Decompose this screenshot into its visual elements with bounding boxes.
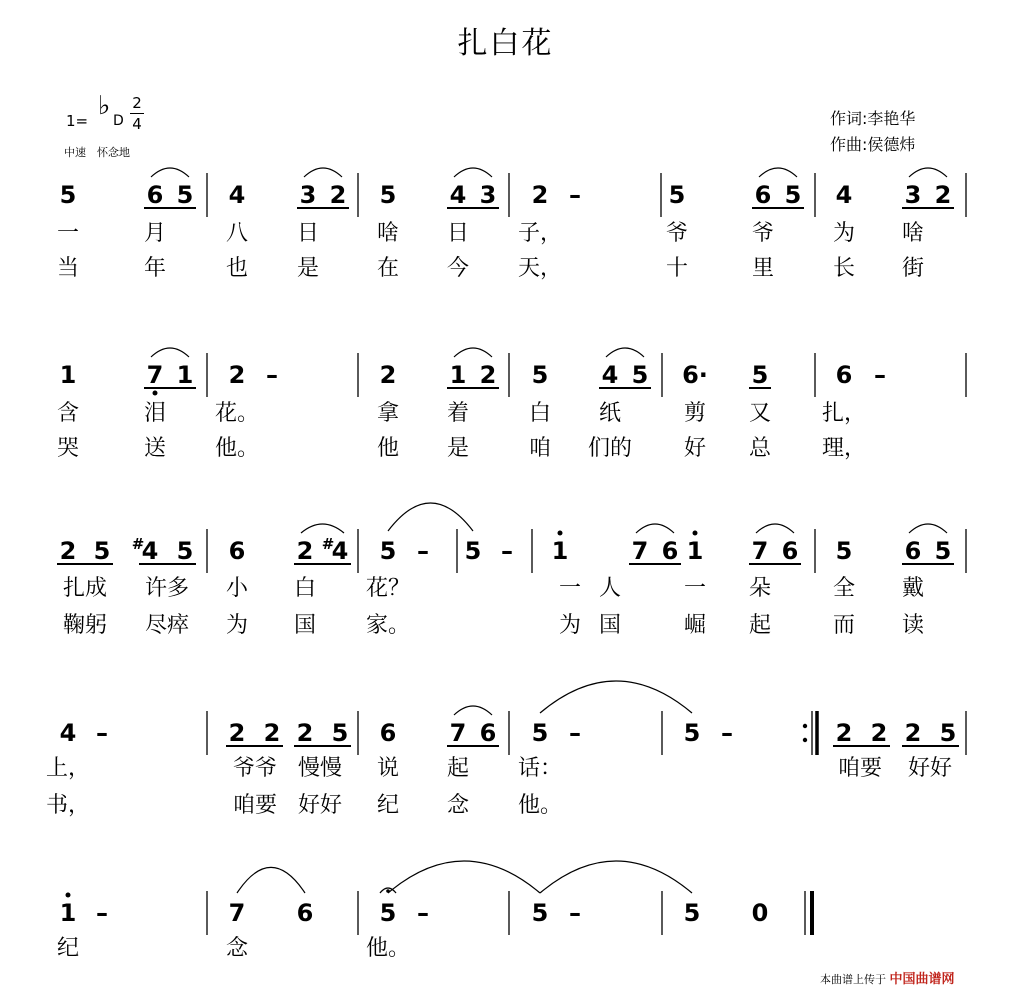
note: 5 — [835, 537, 853, 565]
note: 2 — [228, 719, 246, 747]
slur-arc — [636, 524, 674, 533]
lyric-verse-2: 也 — [225, 256, 249, 281]
lyric-verse-2: 他。 — [214, 436, 260, 461]
lyric-verse-1: 剪 — [683, 401, 707, 426]
note: 6 — [835, 361, 853, 389]
dash-extender: – — [266, 361, 278, 389]
repeat-dot — [803, 724, 807, 728]
lyric-verse-1: 扎， — [821, 401, 867, 426]
lyric-verse-1: 起 — [446, 756, 470, 781]
note: 2 — [329, 181, 347, 209]
note: 1 — [59, 361, 77, 389]
note: 5 — [531, 899, 549, 927]
slur-arc — [454, 168, 492, 177]
note: 6 — [228, 537, 246, 565]
note: 2 — [835, 719, 853, 747]
lyric-verse-2: 年 — [143, 256, 167, 281]
lyric-verse-1: 咱要 — [837, 756, 883, 781]
note: 3 — [904, 181, 922, 209]
note-high-1: 1 — [59, 899, 77, 927]
tie-arc — [388, 861, 540, 893]
note: 2 — [904, 719, 922, 747]
note: 7 — [449, 719, 467, 747]
note: 4 — [228, 181, 246, 209]
footer-text: 本曲谱上传于 — [820, 973, 886, 986]
slur-arc — [909, 168, 947, 177]
note: 2 — [228, 361, 246, 389]
note: 5 — [631, 361, 649, 389]
flat-icon: ♭ — [98, 91, 111, 121]
note: 6 — [754, 181, 772, 209]
lyric-verse-2: 总 — [748, 436, 772, 461]
lyric-verse-2: 而 — [832, 613, 856, 638]
lyric-verse-2: 理， — [821, 436, 867, 461]
tie-arc — [388, 503, 473, 531]
composer-credit: 作曲:侯德炜 — [830, 135, 916, 154]
lyric-verse-2: 长 — [832, 256, 856, 281]
lyric-verse-1: 子， — [517, 221, 563, 246]
note: 4 — [59, 719, 77, 747]
slur-arc — [151, 168, 189, 177]
note: 2 — [479, 361, 497, 389]
slur-arc — [756, 524, 794, 533]
note: 7 — [631, 537, 649, 565]
note: 0 — [751, 899, 769, 927]
note: 4 — [835, 181, 853, 209]
lyric-verse-2: 咱 — [528, 436, 552, 461]
note: 5 — [531, 719, 549, 747]
lyric-verse-2: 书， — [45, 793, 91, 818]
note: 5 — [531, 361, 549, 389]
note: 4 — [601, 361, 619, 389]
note: 5 — [379, 899, 397, 927]
note: 6 — [781, 537, 799, 565]
lyric-verse-1: 拿 — [376, 401, 400, 426]
lyric-verse-2: 他 — [376, 436, 400, 461]
note: 2 — [263, 719, 281, 747]
note: 5 — [464, 537, 482, 565]
note: 2 — [934, 181, 952, 209]
note: 2 — [870, 719, 888, 747]
lyric-verse-1: 花。 — [214, 401, 260, 426]
fermata-dot — [386, 889, 390, 893]
lyric-verse-1: 一 — [56, 221, 80, 246]
lyric-verse-2: 他。 — [517, 793, 563, 818]
dash-extender: – — [569, 719, 581, 747]
dash-extender: – — [501, 537, 513, 565]
tie-arc — [237, 867, 305, 893]
lyric-verse-1: 念 — [225, 936, 249, 961]
note: 5 — [176, 181, 194, 209]
lyric-verse-1: 含 — [56, 401, 80, 426]
lyric-verse-2: 送 — [143, 436, 167, 461]
key-signature-prefix: 1= — [66, 112, 89, 130]
slur-arc — [606, 348, 644, 357]
note: 6 — [379, 719, 397, 747]
dash-extender: – — [96, 899, 108, 927]
footer — [820, 968, 955, 987]
slur-arc — [909, 524, 947, 533]
note: 4 — [331, 537, 349, 565]
octave-dot-high — [66, 893, 71, 898]
note: 6 — [904, 537, 922, 565]
sharp-icon: # — [131, 535, 145, 553]
note: 5 — [939, 719, 957, 747]
lyric-verse-2: 鞠躬 — [62, 613, 108, 638]
note: 3 — [299, 181, 317, 209]
lyric-verse-2: 是 — [446, 436, 470, 461]
note: 5 — [784, 181, 802, 209]
lyric-verse-1: 月 — [143, 221, 167, 246]
lyric-verse-1: 一 — [558, 576, 582, 601]
note: 5 — [683, 719, 701, 747]
note: 7 — [228, 899, 246, 927]
lyric-verse-2: 好 — [683, 436, 707, 461]
dash-extender: – — [721, 719, 733, 747]
note: 5 — [934, 537, 952, 565]
octave-dot-high — [693, 531, 698, 536]
note-high-1: 1 — [686, 537, 704, 565]
lyric-verse-1: 慢慢 — [297, 756, 343, 781]
time-signature-top: 2 — [132, 94, 142, 112]
lyric-verse-2: 在 — [376, 256, 400, 281]
lyric-verse-1: 泪 — [143, 401, 167, 426]
lyric-verse-2: 里 — [751, 256, 775, 281]
lyric-verse-1: 白 — [528, 401, 552, 426]
tie-arc — [540, 861, 692, 893]
site-logo: 中国曲谱网 — [889, 972, 955, 987]
lyric-verse-1: 日 — [446, 221, 470, 246]
note: 5 — [59, 181, 77, 209]
note: 1 — [449, 361, 467, 389]
note: 2 — [379, 361, 397, 389]
tempo-marking: 中速 怀念地 — [64, 146, 130, 159]
note: 2 — [296, 719, 314, 747]
lyric-verse-1: 他。 — [365, 936, 411, 961]
note-high-1: 1 — [551, 537, 569, 565]
repeat-dot — [803, 738, 807, 742]
note: 1 — [176, 361, 194, 389]
lyric-verse-1: 日 — [296, 221, 320, 246]
time-signature-bottom: 4 — [132, 115, 142, 133]
tie-arc — [540, 681, 692, 713]
lyric-verse-2: 尽瘁 — [144, 613, 190, 638]
lyric-verse-1: 爷 — [751, 221, 775, 246]
lyric-verse-2: 家。 — [365, 613, 411, 638]
dash-extender: – — [569, 899, 581, 927]
lyric-verse-1: 朵 — [748, 576, 772, 601]
note: 5 — [176, 537, 194, 565]
lyric-verse-2: 国 — [598, 613, 622, 638]
lyric-verse-2: 崛 — [683, 613, 707, 638]
note: 5 — [379, 181, 397, 209]
lyric-verse-2: 读 — [901, 613, 925, 638]
lyric-verse-1: 上， — [45, 756, 91, 781]
dash-extender: – — [417, 537, 429, 565]
lyric-verse-2: 当 — [56, 256, 80, 281]
lyric-verse-1: 人 — [598, 576, 622, 601]
note: 5 — [668, 181, 686, 209]
lyric-verse-1: 一 — [683, 576, 707, 601]
note: 5 — [93, 537, 111, 565]
lyric-verse-1: 小 — [225, 576, 249, 601]
lyric-verse-2: 念 — [446, 793, 470, 818]
lyric-verse-2: 为 — [558, 613, 582, 638]
lyric-verse-2: 们的 — [587, 436, 633, 461]
note: 6· — [682, 361, 708, 389]
lyric-verse-2: 纪 — [376, 793, 400, 818]
slur-arc — [454, 348, 492, 357]
key-note: D — [113, 113, 124, 129]
lyric-verse-1: 纸 — [598, 401, 622, 426]
lyric-verse-2: 咱要 — [232, 793, 278, 818]
lyric-verse-1: 爷爷 — [232, 756, 278, 781]
lyric-verse-2: 哭 — [56, 436, 80, 461]
lyric-verse-1: 许多 — [144, 576, 190, 601]
lyric-verse-2: 天， — [517, 256, 563, 281]
slur-arc — [454, 706, 492, 715]
note: 7 — [751, 537, 769, 565]
lyric-verse-1: 好好 — [907, 756, 953, 781]
note: 5 — [379, 537, 397, 565]
lyric-verse-1: 啥 — [376, 221, 400, 246]
lyric-verse-1: 爷 — [665, 221, 689, 246]
note: 2 — [296, 537, 314, 565]
lyric-verse-2: 是 — [296, 256, 320, 281]
lyric-verse-2: 街 — [901, 256, 925, 281]
lyric-verse-1: 说 — [376, 756, 400, 781]
lyric-verse-1: 着 — [446, 401, 470, 426]
dash-extender: – — [417, 899, 429, 927]
dash-extender: – — [96, 719, 108, 747]
dash-extender: – — [874, 361, 886, 389]
note: 4 — [449, 181, 467, 209]
lyric-verse-2: 今 — [446, 256, 470, 281]
lyric-verse-1: 纪 — [56, 936, 80, 961]
lyric-verse-1: 八 — [225, 221, 249, 246]
lyric-verse-1: 花？ — [365, 576, 411, 601]
note: 5 — [331, 719, 349, 747]
note: 5 — [751, 361, 769, 389]
sharp-icon: # — [321, 535, 335, 553]
note: 5 — [683, 899, 701, 927]
note: 6 — [479, 719, 497, 747]
lyric-verse-1: 为 — [832, 221, 856, 246]
slur-arc — [759, 168, 797, 177]
dash-extender: – — [569, 181, 581, 209]
lyric-verse-1: 戴 — [901, 576, 925, 601]
slur-arc — [304, 168, 342, 177]
octave-dot-low — [153, 391, 158, 396]
lyric-verse-1: 啥 — [901, 221, 925, 246]
note: 2 — [59, 537, 77, 565]
lyric-verse-2: 好好 — [297, 793, 343, 818]
lyric-verse-2: 为 — [225, 613, 249, 638]
slur-arc — [301, 524, 344, 533]
lyric-verse-1: 又 — [748, 401, 772, 426]
note: 2 — [531, 181, 549, 209]
note: 6 — [296, 899, 314, 927]
lyric-verse-2: 起 — [748, 613, 772, 638]
lyric-verse-1: 话： — [517, 756, 563, 781]
lyric-verse-1: 扎成 — [62, 576, 108, 601]
note: 3 — [479, 181, 497, 209]
lyricist-credit: 作词:李艳华 — [830, 109, 916, 128]
lyric-verse-2: 国 — [293, 613, 317, 638]
lyric-verse-2: 十 — [665, 256, 689, 281]
note: 4 — [141, 537, 159, 565]
page-title: 扎白花 — [457, 26, 554, 61]
note: 7 — [146, 361, 164, 389]
note: 6 — [146, 181, 164, 209]
slur-arc — [151, 348, 189, 357]
lyric-verse-1: 全 — [832, 576, 856, 601]
note: 6 — [661, 537, 679, 565]
octave-dot-high — [558, 531, 563, 536]
lyric-verse-1: 白 — [293, 576, 317, 601]
